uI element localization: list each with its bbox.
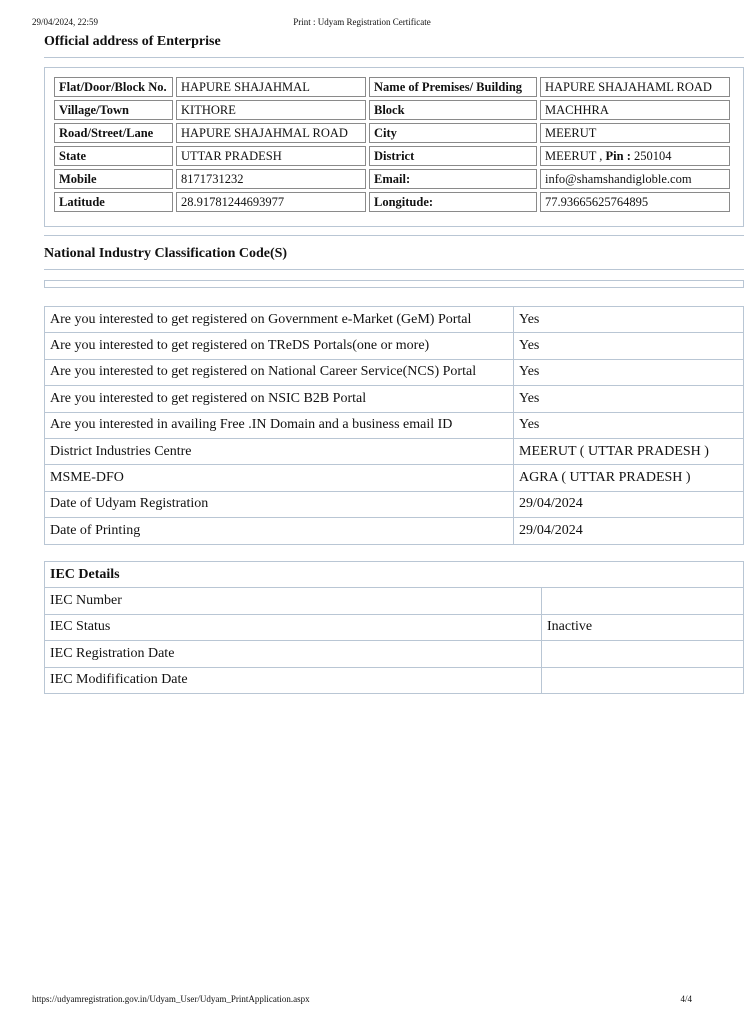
table-row	[54, 169, 730, 189]
question-value: AGRA ( UTTAR PRADESH )	[514, 465, 744, 491]
address-label: Road/Street/Lane	[54, 123, 173, 143]
pin-value: 250104	[630, 148, 672, 163]
table-row	[54, 192, 730, 212]
question-value: 29/04/2024	[514, 491, 744, 517]
address-label: Latitude	[54, 192, 173, 212]
table-row	[45, 667, 744, 693]
pin-label: Pin :	[605, 148, 631, 163]
address-value: HAPURE SHAJAHMAL	[176, 77, 366, 97]
section-divider	[44, 235, 744, 236]
question-value: MEERUT ( UTTAR PRADESH )	[514, 438, 744, 464]
address-section-title: Official address of Enterprise	[44, 34, 221, 49]
print-url: https://udyamregistration.gov.in/Udyam_User/Udyam_PrintApplication.aspx	[32, 994, 310, 1004]
table-row	[45, 386, 744, 412]
table-row	[45, 307, 744, 333]
table-row	[45, 518, 744, 544]
question-label: Are you interested to get registered on Government e-Market (GeM) Portal	[45, 307, 514, 333]
print-page-title: Print : Udyam Registration Certificate	[293, 17, 431, 27]
question-value: Yes	[514, 359, 744, 385]
iec-label: IEC Modifification Date	[45, 667, 542, 693]
address-label: Mobile	[54, 169, 173, 189]
address-label: City	[369, 123, 537, 143]
address-value: UTTAR PRADESH	[176, 146, 366, 166]
address-panel	[44, 67, 744, 227]
address-value: HAPURE SHAJAHMAL ROAD	[176, 123, 366, 143]
address-label: Name of Premises/ Building	[369, 77, 537, 97]
section-divider	[44, 269, 744, 270]
iec-value	[542, 641, 744, 667]
iec-value: Inactive	[542, 614, 744, 640]
question-value: 29/04/2024	[514, 518, 744, 544]
print-timestamp: 29/04/2024, 22:59	[32, 17, 99, 27]
address-label: Village/Town	[54, 100, 173, 120]
table-row	[45, 333, 744, 359]
question-label: MSME-DFO	[45, 465, 514, 491]
table-row	[45, 438, 744, 464]
iec-value	[542, 588, 744, 614]
question-label: Are you interested to get registered on NSIC B2B Portal	[45, 386, 514, 412]
address-value: info@shamshandigloble.com	[540, 169, 730, 189]
question-label: Are you interested in availing Free .IN Domain and a business email ID	[45, 412, 514, 438]
address-value: KITHORE	[176, 100, 366, 120]
table-row	[54, 77, 730, 97]
address-value: MEERUT	[540, 123, 730, 143]
address-value: HAPURE SHAJAHAML ROAD	[540, 77, 730, 97]
table-row	[54, 100, 730, 120]
table-row	[45, 491, 744, 517]
question-label: Date of Printing	[45, 518, 514, 544]
address-label: District	[369, 146, 537, 166]
district-value: MEERUT ,	[545, 148, 606, 163]
question-value: Yes	[514, 333, 744, 359]
question-value: Yes	[514, 412, 744, 438]
nic-section-title: National Industry Classification Code(S)	[44, 246, 288, 261]
section-divider	[44, 57, 744, 58]
table-row	[45, 588, 744, 614]
table-row	[45, 614, 744, 640]
table-header-row	[45, 562, 744, 588]
address-value: 28.91781244693977	[176, 192, 366, 212]
question-value: Yes	[514, 386, 744, 412]
question-label: Are you interested to get registered on TReDS Portals(one or more)	[45, 333, 514, 359]
table-row	[45, 412, 744, 438]
address-table	[51, 74, 733, 215]
address-label: Longitude:	[369, 192, 537, 212]
address-value: 77.93665625764895	[540, 192, 730, 212]
address-label: Block	[369, 100, 537, 120]
iec-label: IEC Registration Date	[45, 641, 542, 667]
address-value: 8171731232	[176, 169, 366, 189]
address-value: MACHHRA	[540, 100, 730, 120]
nic-code-table	[44, 280, 744, 288]
question-label: Date of Udyam Registration	[45, 491, 514, 517]
address-label: Flat/Door/Block No.	[54, 77, 173, 97]
iec-value	[542, 667, 744, 693]
question-label: District Industries Centre	[45, 438, 514, 464]
table-row	[54, 146, 730, 166]
address-label: Email:	[369, 169, 537, 189]
page-number: 4/4	[680, 994, 692, 1004]
iec-details-table	[44, 561, 744, 694]
question-value: Yes	[514, 307, 744, 333]
iec-label: IEC Number	[45, 588, 542, 614]
iec-label: IEC Status	[45, 614, 542, 640]
table-row	[45, 641, 744, 667]
print-footer	[32, 994, 692, 1008]
address-label: State	[54, 146, 173, 166]
question-label: Are you interested to get registered on National Career Service(NCS) Portal	[45, 359, 514, 385]
registration-questions-table	[44, 306, 744, 545]
iec-section-title: IEC Details	[45, 562, 744, 588]
table-row	[45, 359, 744, 385]
table-row	[54, 123, 730, 143]
table-row	[45, 465, 744, 491]
district-pin-cell	[540, 146, 730, 166]
